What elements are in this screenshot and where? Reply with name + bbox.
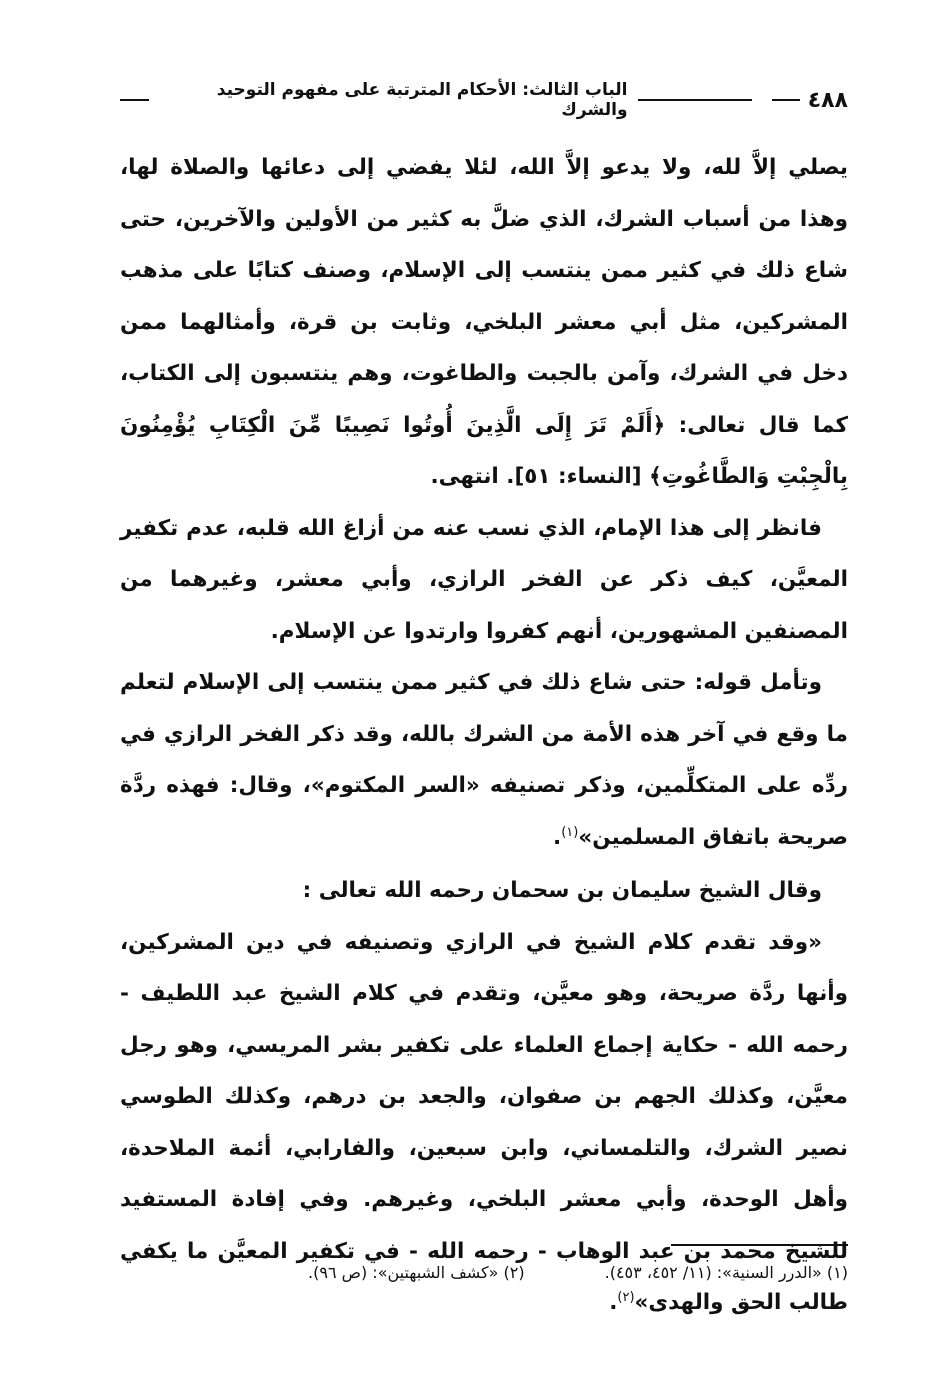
section-heading: وقال الشيخ سليمان بن سحمان رحمه الله تعالى : <box>302 878 822 903</box>
paragraph-text: فانظر إلى هذا الإمام، الذي نسب عنه من أزاغ الله قلبه، عدم تكفير المعيَّن، كيف ذكر عن الفخر الرازي، وأبي معشر، وغيرهما من المصنفين المشهورين، أنهم كفروا وارتدوا عن الإسلام. <box>120 515 848 644</box>
paragraph-text: وتأمل قوله: حتى شاع ذلك في كثير ممن ينتسب إلى الإسلام لتعلم ما وقع في آخر هذه الأمة من الشرك بالله، وقد ذكر الفخر الرازي في ردِّه على المتكلِّمين، وذكر تصنيفه «السر المكتوم»، وقال: فهذه ردَّة صريحة باتفاق المسلمين» <box>120 670 848 850</box>
running-title: الباب الثالث: الأحكام المترتبة على مفهوم التوحيد والشرك <box>216 80 628 120</box>
paragraph <box>120 142 848 503</box>
footnotes <box>140 1260 848 1286</box>
header-dash <box>120 99 149 101</box>
footnote-1: (١) «الدرر السنية»: (١١/ ٤٥٢، ٤٥٣). <box>604 1263 848 1282</box>
footnote-2: (٢) «كشف الشبهتين»: (ص ٩٦). <box>308 1263 525 1282</box>
paragraph-text: يصلي إلاَّ لله، ولا يدعو إلاَّ الله، لئلا يفضي إلى دعائها والصلاة لها، وهذا من أسباب الشرك، الذي ضلَّ به كثير من الأولين والآخرين، حتى شاع ذلك في كثير ممن ينتسب إلى الإسلام، وصنف كتابًا على مذهب المشركين، مثل أبي معشر البلخي، وثابت بن قرة، وأمثالهما ممن دخل في الشرك، وآمن بالجبت والطاغوت، وهم ينتسبون إلى الكتاب، كما قال تعالى: ﴿أَلَمْ تَرَ إِلَى الَّذِينَ أُوتُوا نَصِيبًا مِّنَ الْكِتَابِ يُؤْمِنُونَ بِالْجِبْتِ وَالطَّاغُوتِ﴾ [النساء: ٥١]. انتهى. <box>120 155 848 489</box>
footnote-ref[interactable]: (١) <box>561 824 579 840</box>
header-dash <box>772 99 799 101</box>
main-text <box>120 142 848 1329</box>
punctuation: . <box>609 1290 618 1315</box>
running-header <box>120 80 848 120</box>
paragraph <box>120 657 848 863</box>
paragraph-text: «وقد تقدم كلام الشيخ في الرازي وتصنيفه في دين المشركين، وأنها ردَّة صريحة، وهو معيَّن، وتقدم في كلام الشيخ عبد اللطيف - رحمه الله - حكاية إجماع العلماء على تكفير بشر المريسي، وهو رجل معيَّن، وكذلك الجهم بن صفوان، والجعد بن درهم، وكذلك الطوسي نصير الشرك، والتلمساني، وابن سبعين، والفارابي، أئمة الملاحدة، وأهل الوحدة، وأبي معشر البلخي، وغيرهم. وفي إفادة المستفيد للشيخ محمد بن عبد الوهاب - رحمه الله - في تكفير المعيَّن ما يكفي طالب الحق والهدى» <box>120 929 848 1315</box>
page-number: ٤٨٨ <box>807 87 848 113</box>
punctuation: . <box>553 824 562 850</box>
paragraph <box>120 503 848 658</box>
footnote-separator <box>671 1244 848 1246</box>
footnote-ref[interactable]: (٢) <box>617 1289 635 1305</box>
header-dash <box>638 99 753 101</box>
